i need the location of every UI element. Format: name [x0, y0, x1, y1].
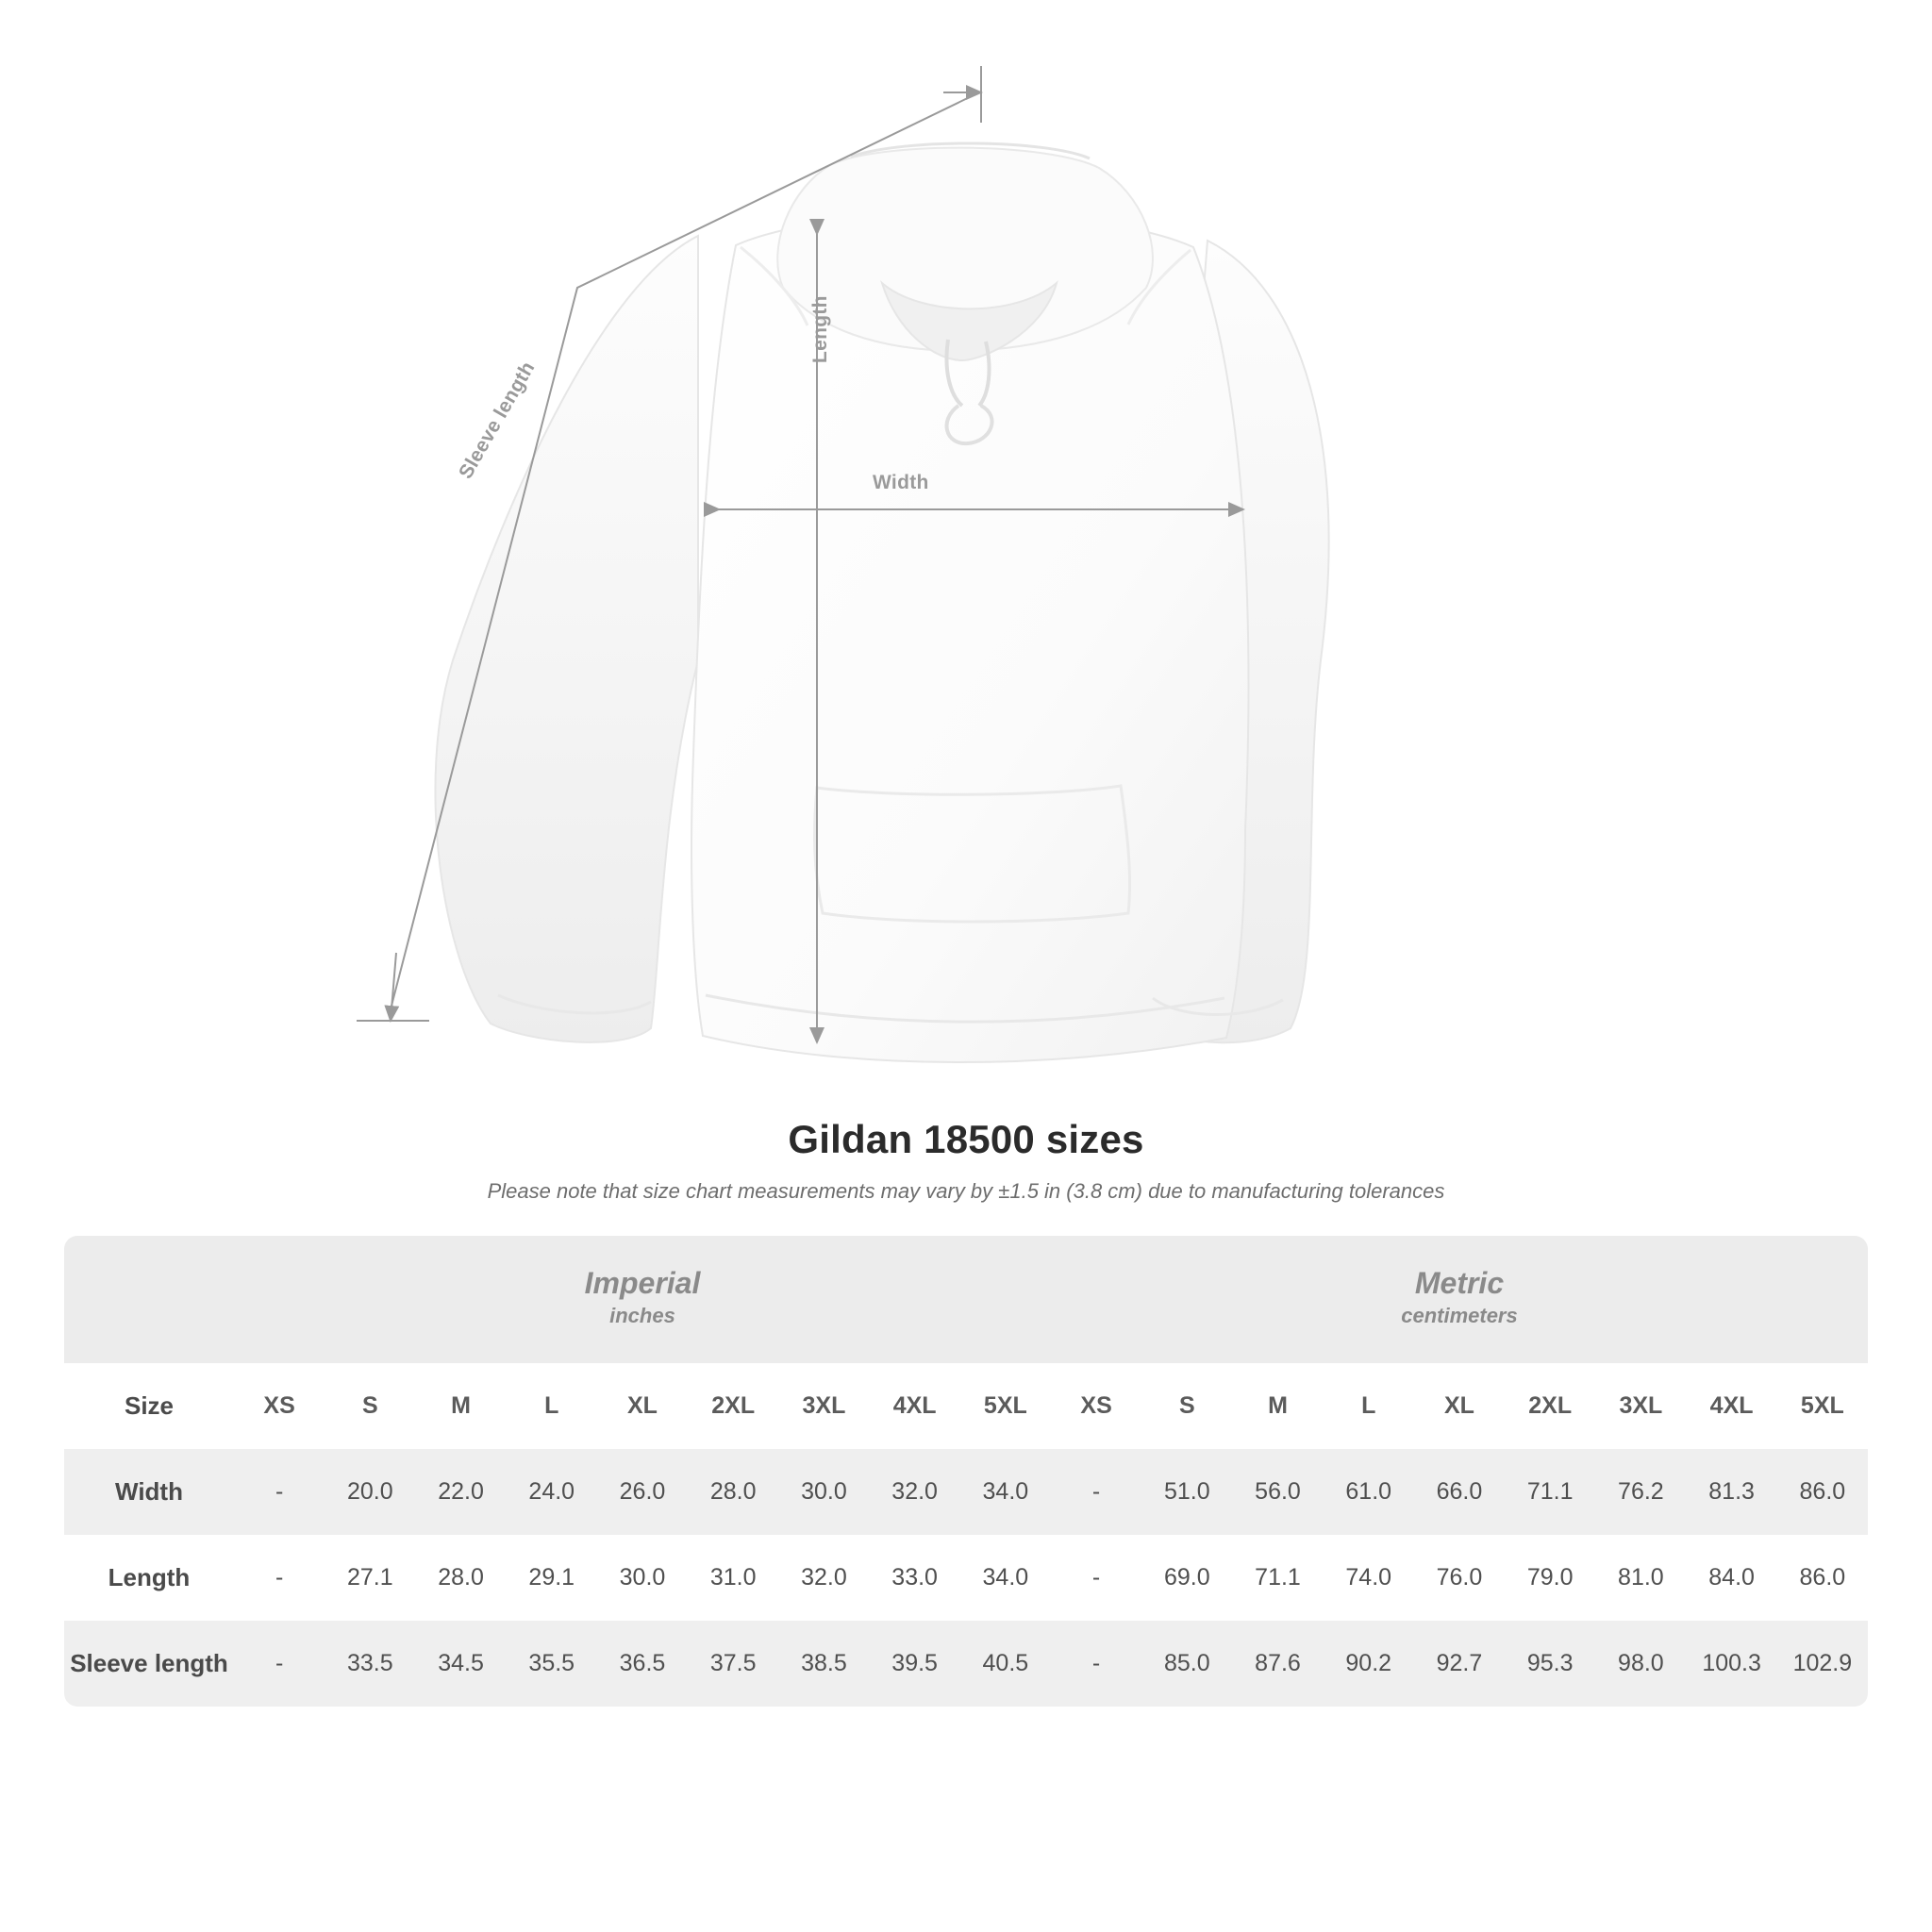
cell: 32.0: [801, 1563, 847, 1591]
row-header-length: Length: [108, 1562, 191, 1591]
row-header-width: Width: [64, 1449, 234, 1535]
size-table: [64, 1236, 1868, 1707]
cell: 74.0: [1345, 1563, 1392, 1591]
col-header-metric-xs: XS: [1051, 1363, 1141, 1449]
cell: -: [234, 1621, 325, 1707]
cell: 34.0: [960, 1449, 1051, 1535]
cell: 71.1: [1505, 1449, 1595, 1535]
unit-imperial-title: Imperial: [584, 1266, 701, 1300]
cell: 34.5: [415, 1621, 506, 1707]
cell: -: [1051, 1621, 1141, 1707]
cell: 85.0: [1141, 1621, 1232, 1707]
cell: 40.5: [960, 1621, 1051, 1707]
cell: 102.9: [1777, 1621, 1868, 1707]
cell: 31.0: [709, 1563, 757, 1591]
cell: 71.1: [1255, 1563, 1301, 1591]
col-header-size: Size: [64, 1363, 234, 1449]
col-header-imperial-l: L: [507, 1363, 597, 1449]
cell: 29.1: [528, 1563, 575, 1591]
size-table-wrap: [0, 1236, 1932, 1707]
length-label: Length: [809, 295, 831, 363]
width-label: Width: [873, 472, 929, 493]
cell: 22.0: [415, 1449, 506, 1535]
cell: 90.2: [1324, 1621, 1414, 1707]
col-header-metric-5xl: 5XL: [1777, 1363, 1868, 1449]
cell: 86.0: [1799, 1563, 1846, 1591]
cell: 95.3: [1505, 1621, 1595, 1707]
cell: 100.3: [1687, 1621, 1777, 1707]
cell: 35.5: [507, 1621, 597, 1707]
unit-group-imperial: [234, 1236, 1051, 1363]
cell: 92.7: [1414, 1621, 1505, 1707]
cell: 28.0: [438, 1563, 484, 1591]
cell: 34.0: [982, 1563, 1029, 1591]
col-header-metric-2xl: 2XL: [1505, 1363, 1595, 1449]
col-header-metric-s: S: [1141, 1363, 1232, 1449]
col-header-imperial-2xl: 2XL: [688, 1363, 778, 1449]
cell: 61.0: [1324, 1449, 1414, 1535]
cell: -: [275, 1563, 284, 1591]
cell: 20.0: [325, 1449, 415, 1535]
size-table-body: [64, 1449, 1868, 1707]
cell: 81.0: [1618, 1563, 1664, 1591]
cell: 51.0: [1141, 1449, 1232, 1535]
cell: 69.0: [1163, 1563, 1210, 1591]
table-row: [64, 1449, 1868, 1535]
cell: 39.5: [870, 1621, 960, 1707]
cell: 98.0: [1595, 1621, 1686, 1707]
cell: 86.0: [1777, 1449, 1868, 1535]
cell: -: [234, 1449, 325, 1535]
cell: 24.0: [507, 1449, 597, 1535]
page-title: Gildan 18500 sizes: [788, 1117, 1144, 1161]
col-header-metric-4xl: 4XL: [1687, 1363, 1777, 1449]
size-header-row: [64, 1363, 1868, 1449]
cell: 32.0: [870, 1449, 960, 1535]
col-header-metric-3xl: 3XL: [1595, 1363, 1686, 1449]
col-header-metric-m: M: [1232, 1363, 1323, 1449]
table-row: [64, 1535, 1868, 1621]
col-header-imperial-m: M: [415, 1363, 506, 1449]
cell: 28.0: [688, 1449, 778, 1535]
cell: 26.0: [597, 1449, 688, 1535]
cell: 33.5: [325, 1621, 415, 1707]
cell: -: [1051, 1449, 1141, 1535]
cell: 30.0: [619, 1563, 666, 1591]
cell: 76.2: [1595, 1449, 1686, 1535]
cell: 66.0: [1414, 1449, 1505, 1535]
col-header-imperial-5xl: 5XL: [960, 1363, 1051, 1449]
cell: 36.5: [597, 1621, 688, 1707]
col-header-imperial-xs: XS: [234, 1363, 325, 1449]
cell: 87.6: [1232, 1621, 1323, 1707]
unit-header-row: [64, 1236, 1868, 1363]
cell: 27.1: [346, 1563, 393, 1591]
cell: -: [1091, 1563, 1101, 1591]
table-row: [64, 1621, 1868, 1707]
col-header-imperial-s: S: [325, 1363, 415, 1449]
unit-spacer: [64, 1236, 234, 1363]
col-header-imperial-3xl: 3XL: [778, 1363, 869, 1449]
unit-metric-title: Metric: [1414, 1266, 1505, 1300]
title-block: [0, 1117, 1932, 1204]
cell: 84.0: [1708, 1563, 1755, 1591]
col-header-imperial-4xl: 4XL: [870, 1363, 960, 1449]
row-header-sleeve-length: Sleeve length: [64, 1621, 234, 1707]
unit-group-metric: [1051, 1236, 1868, 1363]
cell: 76.0: [1436, 1563, 1483, 1591]
cell: 56.0: [1232, 1449, 1323, 1535]
col-header-metric-xl: XL: [1414, 1363, 1505, 1449]
col-header-imperial-xl: XL: [597, 1363, 688, 1449]
cell: 79.0: [1526, 1563, 1574, 1591]
cell: 81.3: [1687, 1449, 1777, 1535]
cell: 30.0: [778, 1449, 869, 1535]
tolerance-note: Please note that size chart measurements may vary by ±1.5 in (3.8 cm) due to manufacturing tolerances: [487, 1179, 1445, 1203]
cell: 38.5: [778, 1621, 869, 1707]
col-header-metric-l: L: [1324, 1363, 1414, 1449]
cell: 33.0: [891, 1563, 938, 1591]
unit-metric-sub: centimeters: [1401, 1304, 1518, 1327]
cell: 37.5: [688, 1621, 778, 1707]
sleeve-length-label: Sleeve length: [455, 358, 540, 483]
unit-imperial-sub: inches: [609, 1304, 675, 1327]
hoodie-graphic: [435, 143, 1328, 1062]
